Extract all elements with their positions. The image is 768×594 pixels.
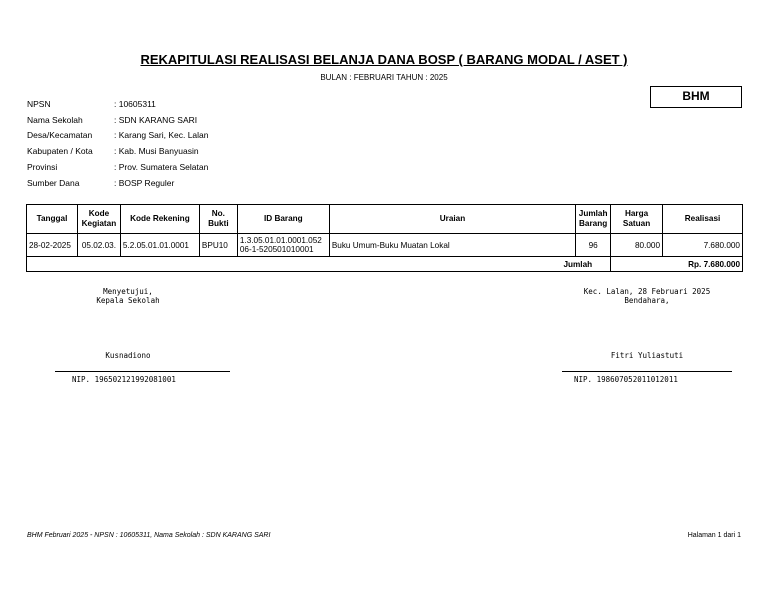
- header-no-bukti: No. Bukti: [199, 205, 237, 234]
- school-info: [27, 96, 209, 191]
- left-signature-line: [55, 371, 230, 372]
- cell-kode-rekening: 5.2.05.01.01.0001: [120, 234, 199, 257]
- cell-id-barang: 1.3.05.01.01.0001.052 06-1-520501010001: [237, 234, 329, 257]
- info-label: Kabupaten / Kota: [27, 146, 93, 157]
- realisasi-table: [26, 204, 743, 272]
- header-jumlah-barang: Jumlah Barang: [576, 205, 611, 234]
- table-total-row: [27, 257, 743, 272]
- info-row-nama-sekolah: [27, 112, 209, 128]
- info-value: : BOSP Reguler: [114, 177, 175, 188]
- info-label: Provinsi: [27, 162, 58, 173]
- cell-kode-kegiatan: 05.02.03.: [77, 234, 120, 257]
- footer-document-info: BHM Februari 2025 - NPSN : 10605311, Nama Sekolah : SDN KARANG SARI: [27, 532, 271, 539]
- cell-realisasi: 7.680.000: [663, 234, 743, 257]
- right-signature-line: [562, 371, 732, 372]
- report-title: REKAPITULASI REALISASI BELANJA DANA BOSP ( BARANG MODAL / ASET ): [140, 52, 628, 67]
- right-signature-heading: [560, 287, 734, 305]
- table-header-row: [27, 205, 743, 234]
- cell-jumlah-barang: 96: [576, 234, 611, 257]
- report-code-badge: BHM: [650, 86, 742, 108]
- header-realisasi: Realisasi: [663, 205, 743, 234]
- info-label: Sumber Dana: [27, 177, 80, 188]
- right-signatory-name: Fitri Yuliastuti: [610, 351, 684, 360]
- cell-harga-satuan: 80.000: [611, 234, 663, 257]
- header-tanggal: Tanggal: [27, 205, 78, 234]
- right-sig-line2: Bendahara,: [624, 296, 670, 305]
- info-row-kabupaten: [27, 143, 209, 159]
- info-value: : Kab. Musi Banyuasin: [114, 146, 199, 157]
- footer-page-number: Halaman 1 dari 1: [687, 532, 741, 539]
- info-value: : Prov. Sumatera Selatan: [114, 162, 209, 173]
- header-id-barang: ID Barang: [237, 205, 329, 234]
- info-row-sumber-dana: [27, 175, 209, 191]
- info-label: NPSN: [27, 98, 51, 109]
- info-row-provinsi: [27, 159, 209, 175]
- header-kode-kegiatan: Kode Kegiatan: [77, 205, 120, 234]
- cell-tanggal: 28-02-2025: [27, 234, 78, 257]
- info-value: : 10605311: [114, 98, 156, 109]
- cell-uraian: Buku Umum-Buku Muatan Lokal: [329, 234, 575, 257]
- right-sig-line1: Kec. Lalan, 28 Februari 2025: [583, 287, 711, 296]
- right-signatory-nip: NIP. 198607052011012011: [574, 375, 678, 384]
- total-value: Rp. 7.680.000: [611, 257, 743, 272]
- left-sig-line1: Menyetujui,: [103, 287, 153, 296]
- info-label: Desa/Kecamatan: [27, 130, 93, 141]
- header-harga-satuan: Harga Satuan: [611, 205, 663, 234]
- left-sig-line2: Kepala Sekolah: [96, 296, 160, 305]
- total-label: Jumlah: [27, 257, 611, 272]
- left-signatory-name: Kusnadiono: [105, 351, 151, 360]
- info-value: : SDN KARANG SARI: [114, 114, 198, 125]
- header-uraian: Uraian: [329, 205, 575, 234]
- header-kode-rekening: Kode Rekening: [120, 205, 199, 234]
- left-signatory-nip: NIP. 196502121992081001: [72, 375, 176, 384]
- table-row: [27, 234, 743, 257]
- left-signature-heading: [60, 287, 196, 305]
- info-row-npsn: [27, 96, 209, 112]
- info-row-desa-kecamatan: [27, 128, 209, 144]
- info-label: Nama Sekolah: [27, 114, 83, 125]
- report-period: BULAN : FEBRUARI TAHUN : 2025: [320, 73, 448, 82]
- info-value: : Karang Sari, Kec. Lalan: [114, 130, 209, 141]
- cell-no-bukti: BPU10: [199, 234, 237, 257]
